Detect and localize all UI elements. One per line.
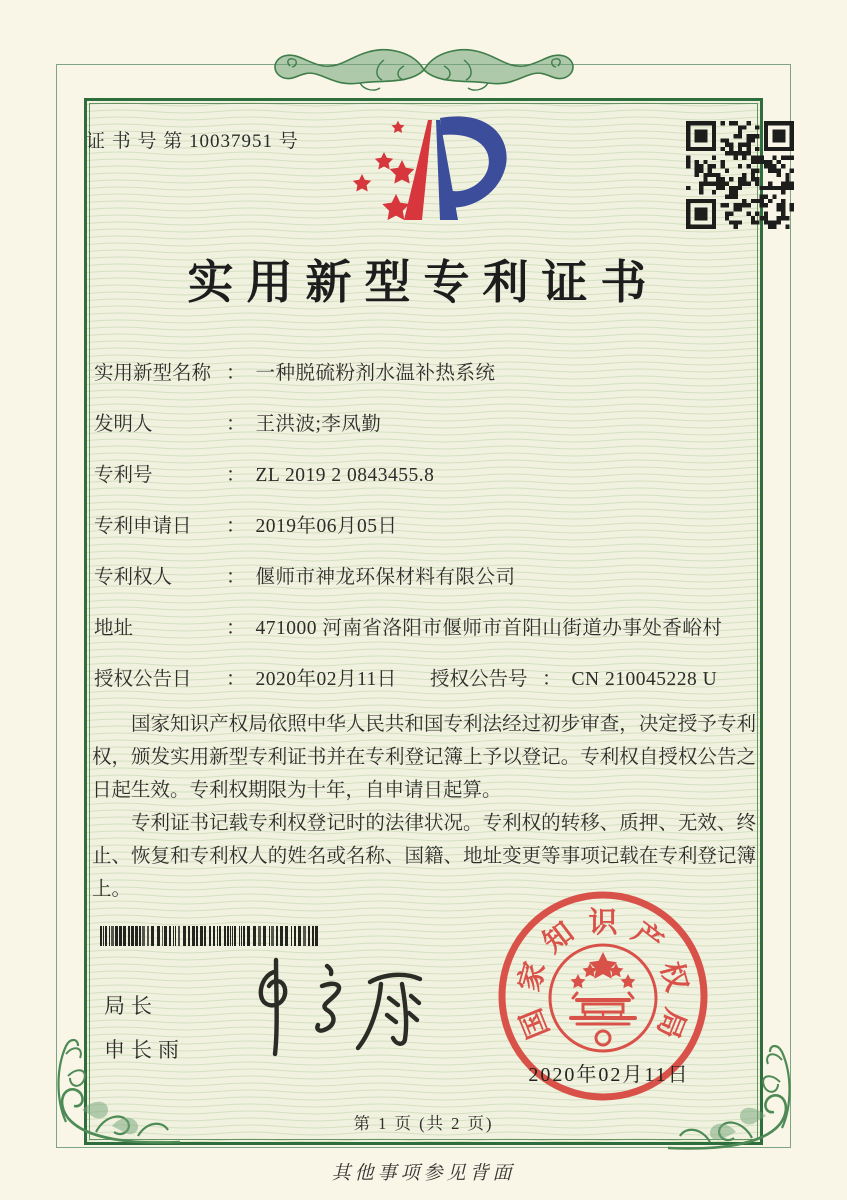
commissioner-signature [230,948,438,1066]
svg-text:局: 局 [650,1003,691,1043]
svg-text:知: 知 [537,916,580,960]
field-colon: ： [226,567,246,588]
field-colon: ： [226,414,246,435]
field-value: 王洪波;李凤勤 [255,414,382,435]
field-label: 专利权人 [94,567,173,588]
commissioner-title: 局长 [104,994,158,1018]
legal-paragraph-2: 专利证书记载专利权登记时的法律状况。专利权的转移、质押、无效、终止、恢复和专利权人的姓名或名称、国籍、地址变更等事项记载在专利登记簿上。 [92,813,756,900]
legal-paragraph-1: 国家知识产权局依照中华人民共和国专利法经过初步审查，决定授予专利权，颁发实用新型专利证书并在专利登记簿上予以登记。专利权自授权公告之日起生效。专利权期限为十年，自申请日起算。 [92,714,756,801]
field-colon: ： [226,363,246,384]
field-value: CN 210045228 U [571,669,718,690]
svg-text:国: 国 [515,1003,556,1043]
cnipa-patent-logo-icon [344,108,516,238]
field-row-name [94,358,734,389]
field-colon: ： [226,516,246,537]
field-label: 地址 [94,618,134,639]
top-scroll-ornament [264,38,584,98]
field-row-patentee [94,562,734,593]
field-value: 471000 河南省洛阳市偃师市首阳山街道办事处香峪村 [255,618,723,639]
seal-date: 2020年02月11日 [528,1064,690,1086]
legal-text [92,708,756,906]
grant-number-group [430,664,717,695]
field-value: 偃师市神龙环保材料有限公司 [255,567,516,588]
field-value: 2020年02月11日 [255,669,397,690]
field-row-patent-no [94,460,734,491]
field-colon: ： [226,465,246,486]
national-emblem-icon [550,945,656,1051]
field-label: 专利申请日 [94,516,192,537]
qr-code-icon [686,121,794,229]
field-label: 专利号 [94,465,153,486]
field-row-filing-date [94,511,734,542]
field-label: 授权公告号 [430,669,528,690]
certificate-number: 证 书 号 第 10037951 号 [86,131,299,152]
field-list [94,358,734,715]
field-row-address [94,613,734,644]
field-row-grant [94,664,734,695]
commissioner-name: 申长雨 [104,1038,185,1062]
svg-text:识: 识 [588,907,618,939]
field-value: ZL 2019 2 0843455.8 [255,465,435,486]
svg-text:家: 家 [513,958,552,995]
svg-text:产: 产 [626,916,669,960]
field-colon: ： [542,669,562,690]
svg-text:权: 权 [654,958,693,995]
page-number: 第 1 页 (共 2 页) [353,1114,494,1133]
field-label: 发明人 [94,414,153,435]
field-value: 2019年06月05日 [255,516,398,537]
field-value: 一种脱硫粉剂水温补热系统 [255,363,496,384]
field-row-inventor [94,409,734,440]
field-label: 授权公告日 [94,669,192,690]
barcode-icon [100,926,318,946]
back-side-note: 其他事项参见背面 [331,1163,516,1184]
field-colon: ： [226,669,246,690]
field-colon: ： [226,618,246,639]
certificate-title: 实用新型专利证书 [187,257,660,308]
field-label: 实用新型名称 [94,363,212,384]
